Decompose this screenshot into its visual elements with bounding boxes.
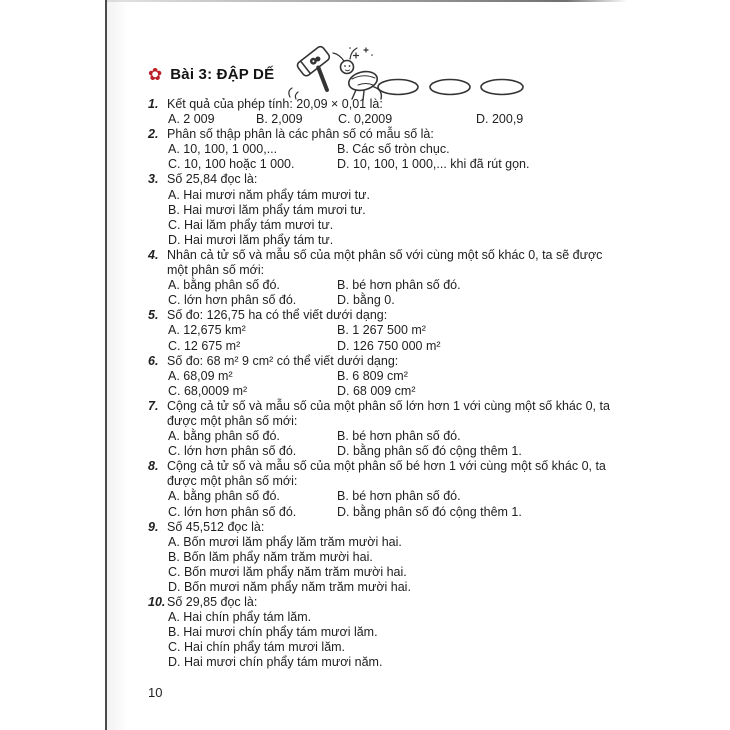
page-spine-shadow <box>107 0 129 730</box>
question <box>148 97 616 127</box>
answer-option-a: A. 12,675 km² <box>168 323 246 338</box>
question-text: Nhân cả tử số và mẫu số của một phân số với cùng một số khác 0, ta sẽ được một phân số mới: <box>167 247 603 278</box>
question-number: 9. <box>148 519 159 534</box>
question-number: 8. <box>148 459 159 474</box>
oval-shapes <box>378 80 523 95</box>
answer-option-c: C. 10, 100 hoặc 1 000. <box>168 157 295 172</box>
answer-option-d: D. bằng phân số đó cộng thêm 1. <box>337 444 522 459</box>
answer-option-a: A. Bốn mươi lăm phẩy lăm trăm mười hai. <box>168 534 402 549</box>
question-number: 4. <box>148 247 159 262</box>
answer-option-d: D. 200,9 <box>476 112 524 127</box>
question-text: Kết quả của phép tính: 20,09 × 0,01 là: <box>167 97 383 111</box>
question-text: Số 45,512 đọc là: <box>167 519 265 534</box>
answer-option-d: D. 68 009 cm² <box>337 383 416 398</box>
question-text: Số đo: 126,75 ha có thể viết dưới dạng: <box>167 308 388 323</box>
answer-option-c: C. 68,0009 m² <box>168 383 248 398</box>
question <box>148 172 616 247</box>
question-number: 3. <box>148 172 159 187</box>
answer-option-a: A. 10, 100, 1 000,... <box>168 142 278 157</box>
question-text: Số đo: 68 m² 9 cm² có thể viết dưới dạng: <box>167 353 399 368</box>
answer-option-d: D. Bốn mươi năm phẩy năm trăm mười hai. <box>168 580 411 594</box>
answer-option-a: A. Hai chín phẩy tám lăm. <box>168 610 312 625</box>
answer-option-c: C. lớn hơn phân số đó. <box>168 293 297 308</box>
lesson-title: Bài 3: ĐẬP DẾ <box>170 66 275 83</box>
answer-option-d: D. bằng phân số đó cộng thêm 1. <box>337 504 522 519</box>
answer-option-c: C. 0,2009 <box>338 112 393 127</box>
question-number: 6. <box>148 353 159 368</box>
lesson-header <box>148 66 274 83</box>
answer-option-c: C. lớn hơn phân số đó. <box>168 444 297 459</box>
question-number: 5. <box>148 308 159 323</box>
answer-option-d: D. 126 750 000 m² <box>337 338 441 353</box>
question-number: 1. <box>148 97 159 111</box>
answer-option-b: B. bé hơn phân số đó. <box>337 278 461 293</box>
answer-option-a: A. bằng phân số đó. <box>168 278 280 293</box>
answer-option-a: A. bằng phân số đó. <box>168 489 280 504</box>
answer-option-b: B. 6 809 cm² <box>337 368 408 383</box>
question-text: Cộng cả tử số và mẫu số của một phân số lớn hơn 1 với cùng một số khác 0, ta được một phân số mới: <box>167 398 610 428</box>
question <box>148 459 616 519</box>
answer-option-b: B. Hai mươi chín phẩy tám mươi lăm. <box>168 625 378 640</box>
answer-option-b: B. bé hơn phân số đó. <box>337 429 461 444</box>
answer-option-d: D. 10, 100, 1 000,... khi đã rút gọn. <box>337 157 530 172</box>
answer-option-d: D. Hai mươi chín phẩy tám mươi năm. <box>168 655 383 670</box>
question <box>148 399 616 459</box>
answer-option-a: A. 2 009 <box>168 112 215 127</box>
answer-option-a: A. Hai mươi năm phẩy tám mươi tư. <box>168 187 370 202</box>
question <box>148 308 616 353</box>
answer-option-b: B. bé hơn phân số đó. <box>337 489 461 504</box>
question-text: Số 29,85 đọc là: <box>167 595 258 610</box>
answer-option-d: D. Hai mươi lăm phẩy tám tư. <box>168 232 334 247</box>
answer-option-a: A. 68,09 m² <box>168 368 233 383</box>
question-text: Cộng cả tử số và mẫu số của một phân số bé hơn 1 với cùng một số khác 0, ta được một phân số mới: <box>167 459 606 489</box>
answer-option-b: B. Hai mươi lăm phẩy tám mươi tư. <box>168 202 366 217</box>
question-list <box>148 97 616 671</box>
answer-option-c: C. Bốn mươi lăm phẩy năm trăm mười hai. <box>168 564 407 579</box>
answer-option-c: C. 12 675 m² <box>168 338 241 353</box>
page-number: 10 <box>148 685 163 700</box>
mallet-icon <box>296 45 345 95</box>
flower-icon: ✿ <box>148 65 163 84</box>
answer-option-d: D. bằng 0. <box>337 293 395 308</box>
answer-option-b: B. Các số tròn chục. <box>337 142 450 157</box>
answer-option-c: C. Hai lăm phẩy tám mươi tư. <box>168 217 334 232</box>
question <box>148 354 616 399</box>
question-text: Phân số thập phân là các phân số có mẫu số là: <box>167 127 434 142</box>
answer-option-a: A. bằng phân số đó. <box>168 429 280 444</box>
answer-option-c: C. Hai chín phẩy tám mươi lăm. <box>168 640 346 655</box>
page-top-edge-line <box>107 0 628 2</box>
question <box>148 127 616 172</box>
question-number: 10. <box>148 595 166 610</box>
question <box>148 248 616 308</box>
answer-option-c: C. lớn hơn phân số đó. <box>168 504 297 519</box>
question-number: 2. <box>148 127 159 142</box>
answer-option-b: B. 2,009 <box>256 112 303 127</box>
question-text: Số 25,84 đọc là: <box>167 172 258 187</box>
question <box>148 520 616 595</box>
answer-option-b: B. Bốn lăm phẩy năm trăm mười hai. <box>168 549 373 564</box>
question-number: 7. <box>148 398 159 413</box>
question <box>148 595 616 670</box>
answer-option-b: B. 1 267 500 m² <box>337 323 426 338</box>
